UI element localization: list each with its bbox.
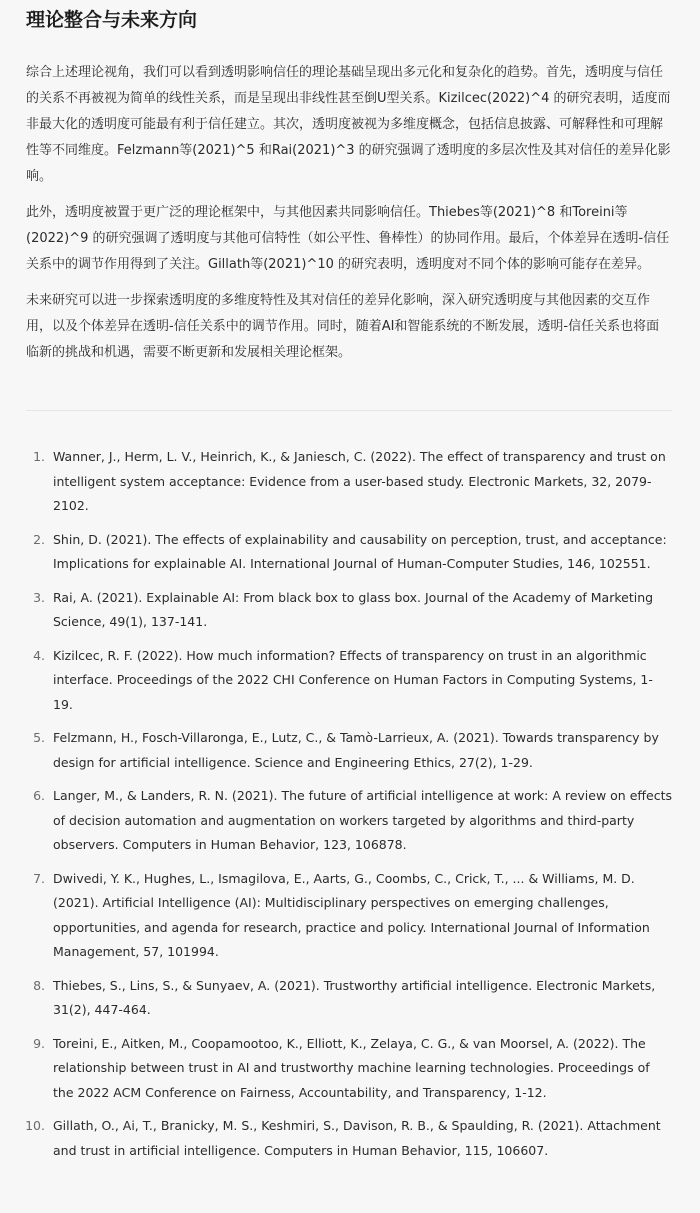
reference-number: 8. xyxy=(33,977,45,993)
reference-item xyxy=(26,974,672,1023)
reference-text: Felzmann, H., Fosch-Villaronga, E., Lutz, C., & Tamò-Larrieux, A. (2021). Towards transparency by design for artificial intelligence. Science and Engineering Ethics, 27(2), 1-29. xyxy=(53,730,659,770)
reference-number: 5. xyxy=(33,730,45,745)
reference-item xyxy=(26,528,672,577)
reference-number: 2. xyxy=(33,531,45,547)
reference-item xyxy=(26,1114,672,1163)
reference-text: Toreini, E., Aitken, M., Coopamootoo, K., Elliott, K., Zelaya, C. G., & van Moorsel, A. (2022). The relationship between trust in AI and trustworthy machine learning technologies. Proceedings of the 2022 ACM Conference on Fairness, Accountability, and Transparency, 1-12. xyxy=(53,1035,650,1100)
reference-text: Wanner, J., Herm, L. V., Heinrich, K., & Janiesch, C. (2022). The effect of transparency and trust on intelligent system acceptance: Evidence from a user-based study. Electronic Markets, 32, 2079-2102. xyxy=(53,449,666,513)
reference-number: 7. xyxy=(33,870,45,886)
reference-number: 10. xyxy=(25,1118,45,1133)
reference-item xyxy=(26,445,672,519)
reference-number: 3. xyxy=(33,589,45,605)
reference-list xyxy=(26,445,672,1163)
reference-text: Rai, A. (2021). Explainable AI: From black box to glass box. Journal of the Academy of Marketing Science, 49(1), 137-141. xyxy=(53,589,654,629)
paragraph-future-research: 未来研究可以进一步探索透明度的多维度特性及其对信任的差异化影响，深入研究透明度与其他因素的交互作用，以及个体差异在透明-信任关系中的调节作用。同时，随着AI和智能系统的不断发展，透明-信任关系也将面临新的挑战和机遇，需要不断更新和发展相关理论框架。 xyxy=(26,293,660,360)
section-divider xyxy=(26,410,672,411)
reference-text: Langer, M., & Landers, R. N. (2021). The future of artificial intelligence at work: A review on effects of decision automation and augmentation on workers targeted by algorithms and third-party observers. Computers in Human Behavior, 123, 106878. xyxy=(53,788,672,852)
reference-item xyxy=(26,784,672,858)
reference-text: Thiebes, S., Lins, S., & Sunyaev, A. (2021). Trustworthy artificial intelligence. Electronic Markets, 31(2), 447-464. xyxy=(53,977,656,1017)
reference-text: Shin, D. (2021). The effects of explainability and causability on perception, trust, and acceptance: Implications for explainable AI. International Journal of Human-Computer Studies, 146, 102551. xyxy=(53,531,667,571)
reference-number: 9. xyxy=(33,1035,45,1051)
reference-item xyxy=(26,867,672,965)
reference-text: Gillath, O., Ai, T., Branicky, M. S., Keshmiri, S., Davison, R. B., & Spaulding, R. (2021). Attachment and trust in artificial intelligence. Computers in Human Behavior, 115, 106607. xyxy=(53,1118,661,1158)
reference-text: Dwivedi, Y. K., Hughes, L., Ismagilova, E., Aarts, G., Coombs, C., Crick, T., ... & Williams, M. D. (2021). Artificial Intelligence (AI): Multidisciplinary perspectives on emerging challenges, opportunities, and agenda for research, practice and policy. International Journal of Information Management, 57, 101994. xyxy=(53,870,650,959)
reference-number: 1. xyxy=(33,449,45,464)
reference-item xyxy=(26,644,672,718)
reference-item xyxy=(26,1032,672,1106)
reference-number: 6. xyxy=(33,788,45,803)
reference-item xyxy=(26,726,672,775)
reference-item xyxy=(26,586,672,635)
paragraph-framework: 此外，透明度被置于更广泛的理论框架中，与其他因素共同影响信任。Thiebes等(2021)^8 和Toreini等(2022)^9 的研究强调了透明度与其他可信特性（如公平性、鲁棒性）的协同作用。最后，个体差异在透明-信任关系中的调节作用得到了关注。Gillath等(2021)^10 的研究表明，透明度对不同个体的影响可能存在差异。 xyxy=(26,205,670,272)
reference-text: Kizilcec, R. F. (2022). How much information? Effects of transparency on trust in an algorithmic interface. Proceedings of the 2022 CHI Conference on Human Factors in Computing Systems, 1-19. xyxy=(53,647,653,712)
section-heading: 理论整合与未来方向 xyxy=(26,9,198,31)
paragraph-synthesis: 综合上述理论视角，我们可以看到透明影响信任的理论基础呈现出多元化和复杂化的趋势。首先，透明度与信任的关系不再被视为简单的线性关系，而是呈现出非线性甚至倒U型关系。Kizilcec(2022)^4 的研究表明，适度而非最大化的透明度可能最有利于信任建立。其次，透明度被视为多维度概念，包括信息披露、可解释性和可理解性等不同维度。Felzmann等(2021)^5 和Rai(2021)^3 的研究强调了透明度的多层次性及其对信任的差异化影响。 xyxy=(26,65,671,184)
reference-number: 4. xyxy=(33,647,45,663)
